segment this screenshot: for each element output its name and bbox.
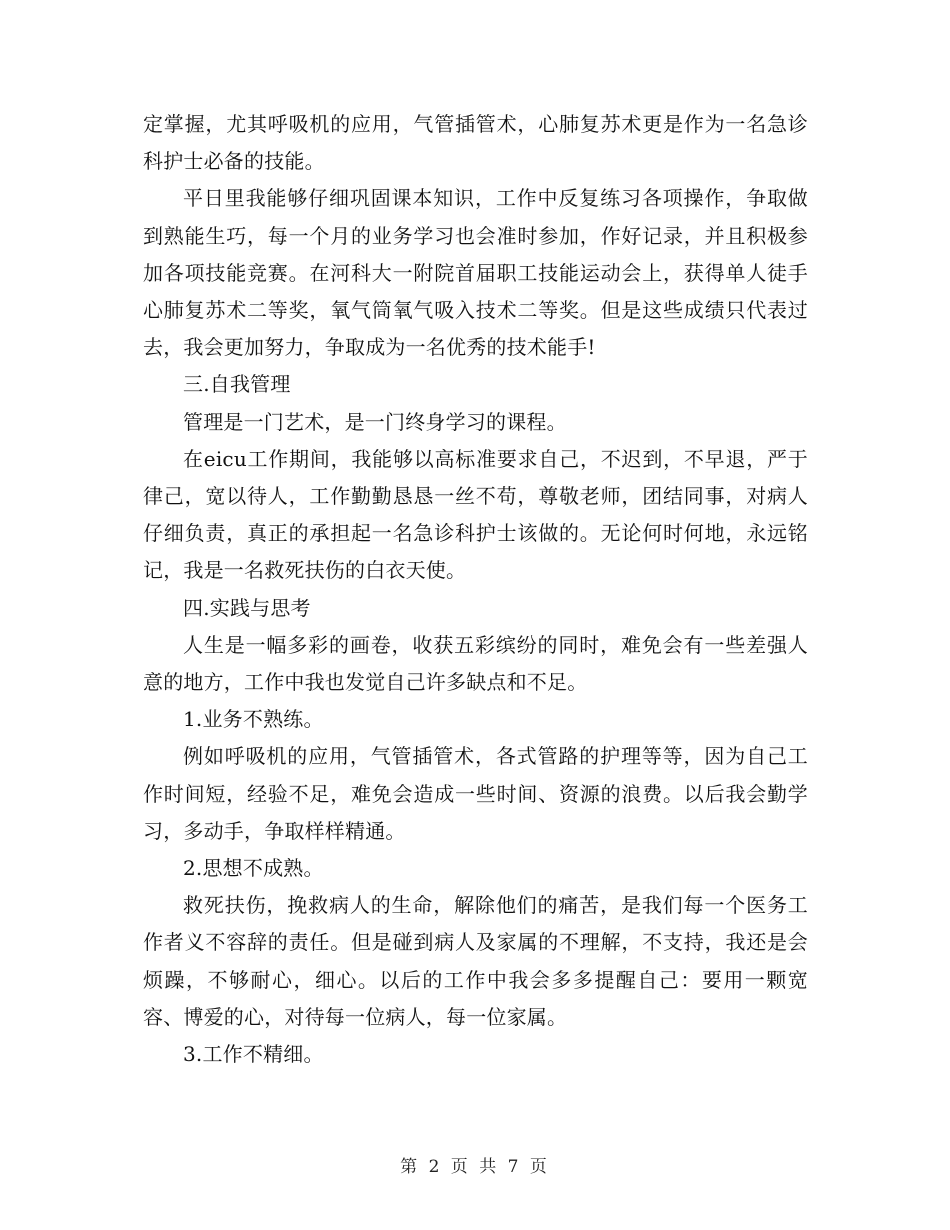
paragraph-ventilator-example: 例如呼吸机的应用，气管插管术，各式管路的护理等等，因为自己工作时间短，经验不足，难免会造成一些时间、资源的浪费。以后我会勤学习，多动手，争取样样精通。	[143, 744, 808, 843]
paragraph-management-art: 管理是一门艺术，是一门终身学习的课程。	[183, 409, 567, 434]
paragraph-eicu-work: 在eicu工作期间，我能够以高标准要求自己，不迟到，不早退，严于律己，宽以待人，工作勤勤恳恳一丝不苟，尊敬老师，团结同事，对病人仔细负责，真正的承担起一名急诊科护士该做的。无论何时何地，永远铭记，我是一名救死扶伤的白衣天使。	[143, 446, 808, 583]
paragraph-life-picture: 人生是一幅多彩的画卷，收获五彩缤纷的同时，难免会有一些差强人意的地方，工作中我也发觉自己许多缺点和不足。	[143, 632, 808, 695]
page-body	[143, 106, 808, 1073]
subheading-unfamiliar-business: 1.业务不熟练。	[183, 707, 324, 732]
section-heading-practice-reflection: 四.实践与思考	[183, 595, 311, 620]
section-heading-self-management: 三.自我管理	[183, 372, 291, 397]
paragraph-rescue-duty: 救死扶伤，挽救病人的生命，解除他们的痛苦，是我们每一个医务工作者义不容辞的责任。但是碰到病人及家属的不理解，不支持，我还是会烦躁，不够耐心，细心。以后的工作中我会多多提醒自己：要用一颗宽容、博爱的心，对待每一位病人，每一位家属。	[143, 893, 808, 1029]
paragraph-continuation: 定掌握，尤其呼吸机的应用，气管插管术，心肺复苏术更是作为一名急诊科护士必备的技能。	[143, 112, 808, 174]
page-number-footer: 第 2 页 共 7 页	[400, 1157, 550, 1177]
subheading-immature-thinking: 2.思想不成熟。	[183, 856, 324, 881]
paragraph-skills-practice: 平日里我能够仔细巩固课本知识，工作中反复练习各项操作，争取做到熟能生巧，每一个月的业务学习也会准时参加，作好记录，并且积极参加各项技能竞赛。在河科大一附院首届职工技能运动会上，获得单人徒手心肺复苏术二等奖，氧气筒氧气吸入技术二等奖。但是这些成绩只代表过去，我会更加努力，争取成为一名优秀的技术能手!	[143, 186, 808, 360]
subheading-not-meticulous: 3.工作不精细。	[183, 1042, 324, 1067]
